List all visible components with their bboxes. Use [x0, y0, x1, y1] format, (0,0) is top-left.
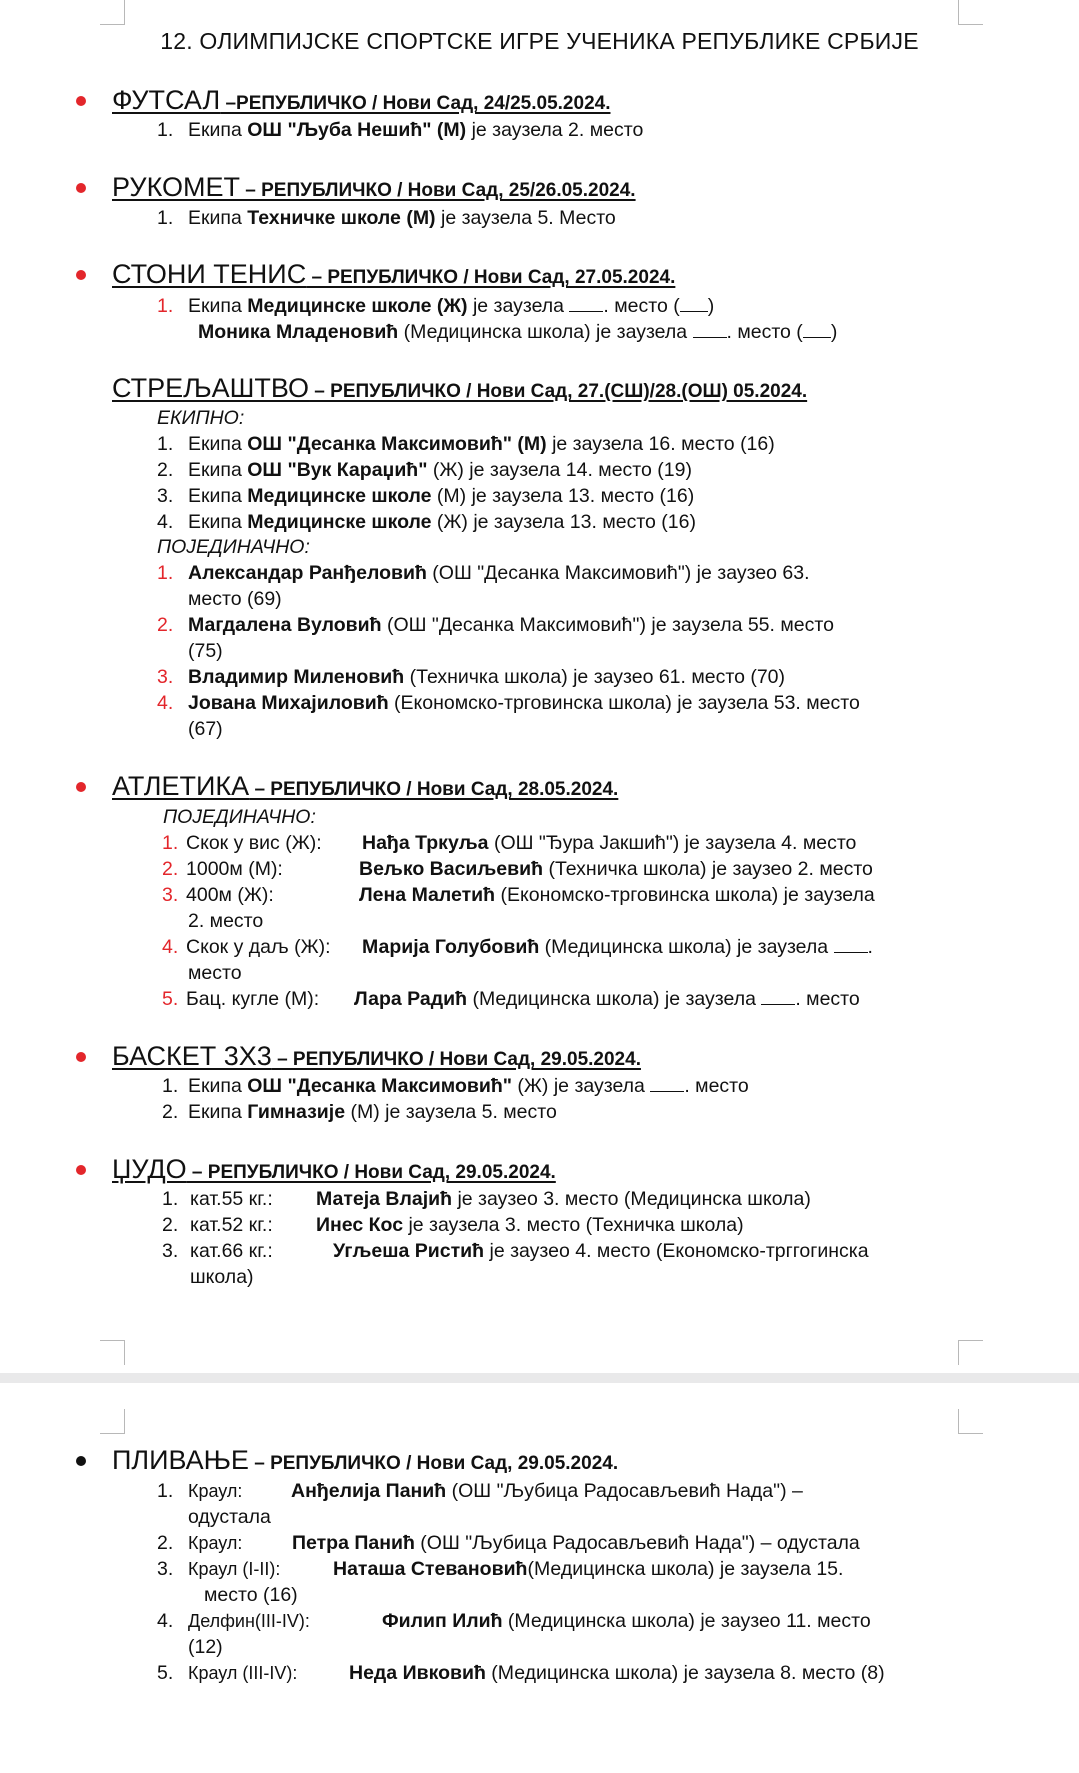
blank-field [650, 1077, 684, 1092]
group-label: ПОЈЕДИНАЧНО: [157, 536, 310, 558]
blank-field [680, 297, 708, 312]
list-number: 5. [162, 988, 179, 1010]
group-label: ЕКИПНО: [157, 407, 245, 429]
blank-field [761, 990, 795, 1005]
section-heading-dzudo: ЏУДО – РЕПУБЛИЧКО / Нови Сад, 29.05.2024. [112, 1154, 556, 1184]
result-line: Петра Панић (ОШ "Љубица Радосављевић Нада") – одустала [292, 1532, 860, 1554]
result-line: Екипа ОШ "Десанка Максимовић" (М) је заузела 16. место (16) [188, 433, 775, 455]
section-heading-atletika: АТЛЕТИКА – РЕПУБЛИЧКО / Нови Сад, 28.05.2024. [112, 771, 619, 801]
list-number: 3. [162, 884, 179, 906]
margin-corner-mark [100, 0, 125, 25]
result-line-cont: место [188, 962, 242, 984]
blank-field [834, 938, 868, 953]
blank-field [569, 297, 603, 312]
bullet-icon [76, 1165, 86, 1175]
margin-corner-mark [100, 1340, 125, 1365]
discipline: Краул (III-IV): [188, 1663, 298, 1683]
document-title: 12. ОЛИМПИЈСКЕ СПОРТСКЕ ИГРЕ УЧЕНИКА РЕПУБЛИКЕ СРБИЈЕ [160, 28, 919, 54]
list-number: 1. [162, 1075, 179, 1097]
list-number: 1. [157, 119, 174, 141]
result-line: Матеја Влајић је заузео 3. место (Медицинска школа) [316, 1188, 811, 1210]
list-number: 4. [157, 511, 174, 533]
result-line: Екипа ОШ "Љуба Нешић" (М) је заузела 2. место [188, 119, 644, 141]
section-heading-stoni-tenis: СТОНИ ТЕНИС – РЕПУБЛИЧКО / Нови Сад, 27.05.2024. [112, 259, 676, 289]
bullet-icon [76, 1052, 86, 1062]
result-line: Екипа ОШ "Вук Караџић" (Ж) је заузела 14. место (19) [188, 459, 692, 481]
margin-corner-mark [958, 0, 983, 25]
bullet-icon [76, 183, 86, 193]
result-line: Анђелија Панић (ОШ "Љубица Радосављевић Нада") – [291, 1480, 803, 1502]
discipline: Скок у даљ (Ж): [186, 936, 331, 958]
list-number: 4. [162, 936, 179, 958]
section-heading-streljastvo: СТРЕЉАШТВО – РЕПУБЛИЧКО / Нови Сад, 27.(СШ)/28.(ОШ) 05.2024. [112, 373, 808, 403]
bullet-icon [76, 270, 86, 280]
margin-corner-mark [100, 1409, 125, 1434]
list-number: 1. [157, 295, 174, 317]
discipline: кат.55 кг.: [190, 1188, 273, 1210]
result-line: Инес Кос је заузела 3. место (Техничка школа) [316, 1214, 744, 1236]
bullet-icon [76, 96, 86, 106]
result-line-cont: место (69) [188, 588, 282, 610]
bullet-icon [76, 1456, 86, 1466]
result-line: Филип Илић (Медицинска школа) је заузео 11. место [382, 1610, 871, 1632]
result-line-cont: одустала [188, 1506, 271, 1528]
blank-field [803, 323, 831, 338]
result-line: Јована Михајиловић (Економско-трговинска школа) је заузела 53. место [188, 692, 860, 714]
result-line: Неда Ивковић (Медицинска школа) је заузела 8. место (8) [349, 1662, 885, 1684]
result-line-cont: 2. место [188, 910, 264, 932]
result-line: Екипа Медицинске школе (Ж) је заузела 13. место (16) [188, 511, 696, 533]
result-line: Наташа Стевановић(Медицинска школа) је заузела 15. [333, 1558, 844, 1580]
discipline: Краул: [188, 1481, 243, 1501]
list-number: 2. [157, 459, 174, 481]
list-number: 3. [162, 1240, 179, 1262]
result-line: Нађа Тркуља (ОШ "Ђура Јакшић") је заузела 4. место [362, 832, 857, 854]
list-number: 2. [162, 1214, 179, 1236]
list-number: 2. [162, 858, 179, 880]
page-separator [0, 1373, 1079, 1383]
result-line: Угљеша Ристић је заузео 4. место (Економско-трггогинска [333, 1240, 869, 1262]
list-number: 1. [157, 433, 174, 455]
list-number: 1. [162, 832, 179, 854]
discipline: 1000м (М): [186, 858, 283, 880]
result-line-cont: школа) [190, 1266, 254, 1288]
result-line: Александар Ранђеловић (ОШ "Десанка Максимовић") је заузео 63. [188, 562, 810, 584]
result-line: Лена Малетић (Економско-трговинска школа) је заузела [359, 884, 875, 906]
result-line: Лара Радић (Медицинска школа) је заузела . место [354, 988, 860, 1010]
result-line: Екипа Гимназије (М) је заузела 5. место [188, 1101, 557, 1123]
section-heading-futsal: ФУТСАЛ –РЕПУБЛИЧКО / Нови Сад, 24/25.05.2024. [112, 85, 611, 115]
document-page-2 [0, 1383, 1079, 1773]
result-line-cont: (67) [188, 718, 223, 740]
group-label: ПОЈЕДИНАЧНО: [163, 806, 316, 828]
result-line: Екипа Медицинске школе (Ж) је заузела . место ( ) [188, 295, 715, 317]
section-heading-plivanje: ПЛИВАЊЕ – РЕПУБЛИЧКО / Нови Сад, 29.05.2024. [112, 1445, 619, 1475]
margin-corner-mark [958, 1409, 983, 1434]
result-line: Магдалена Вуловић (ОШ "Десанка Максимовић") је заузела 55. место [188, 614, 834, 636]
list-number: 2. [157, 1532, 174, 1554]
list-number: 5. [157, 1662, 174, 1684]
list-number: 3. [157, 1558, 174, 1580]
result-line: Екипа Техничке школе (М) је заузела 5. Место [188, 207, 616, 229]
blank-field [693, 323, 727, 338]
discipline: Бац. кугле (М): [186, 988, 320, 1010]
discipline: Краул: [188, 1533, 243, 1553]
discipline: кат.52 кг.: [190, 1214, 273, 1236]
list-number: 3. [157, 485, 174, 507]
list-number: 2. [162, 1101, 179, 1123]
result-line: Екипа ОШ "Десанка Максимовић" (Ж) је заузела . место [188, 1075, 749, 1097]
margin-corner-mark [958, 1340, 983, 1365]
result-line: Моника Младеновић (Медицинска школа) је заузела . место ( ) [198, 321, 838, 343]
result-line: Владимир Миленовић (Техничка школа) је заузео 61. место (70) [188, 666, 786, 688]
result-line: Марија Голубовић (Медицинска школа) је заузела . [362, 936, 873, 958]
discipline: Краул (I-II): [188, 1559, 281, 1579]
discipline: кат.66 кг.: [190, 1240, 273, 1262]
list-number: 1. [157, 207, 174, 229]
list-number: 4. [157, 692, 174, 714]
bullet-icon [76, 782, 86, 792]
result-line-cont: (75) [188, 640, 223, 662]
discipline: 400м (Ж): [186, 884, 274, 906]
discipline: Скок у вис (Ж): [186, 832, 322, 854]
list-number: 1. [157, 1480, 174, 1502]
list-number: 3. [157, 666, 174, 688]
list-number: 1. [162, 1188, 179, 1210]
result-line: Вељко Васиљевић (Техничка школа) је заузео 2. место [359, 858, 873, 880]
result-line-cont: (12) [188, 1636, 223, 1658]
section-heading-basket: БАСКЕТ 3Х3 – РЕПУБЛИЧКО / Нови Сад, 29.05.2024. [112, 1041, 641, 1071]
result-line: Екипа Медицинске школе (М) је заузела 13. место (16) [188, 485, 695, 507]
list-number: 2. [157, 614, 174, 636]
list-number: 1. [157, 562, 174, 584]
section-heading-rukomet: РУКОМЕТ – РЕПУБЛИЧКО / Нови Сад, 25/26.05.2024. [112, 172, 636, 202]
result-line-cont: место (16) [204, 1584, 298, 1606]
discipline: Делфин(III-IV): [188, 1611, 310, 1631]
list-number: 4. [157, 1610, 174, 1632]
